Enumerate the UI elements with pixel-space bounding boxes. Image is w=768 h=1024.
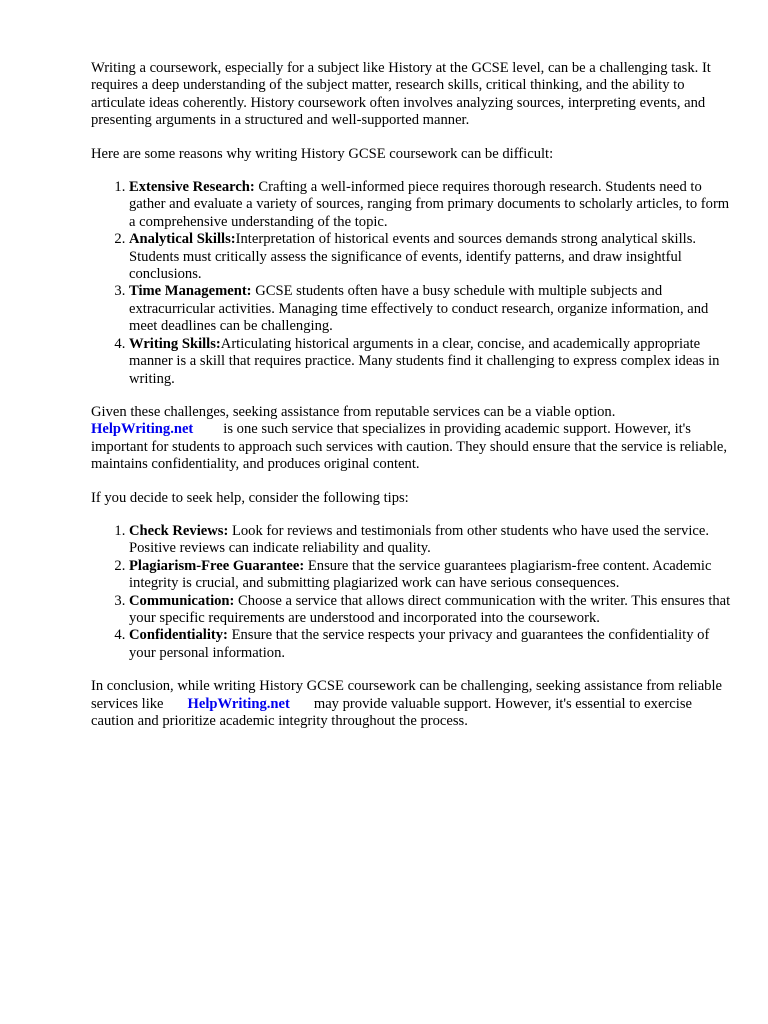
list-item-text: Choose a service that allows direct communication with the writer. This ensures that your specific requirements are understood and incorporated into the coursework. — [129, 592, 731, 626]
challenges-text-after: is one such service that specializes in providing academic support. However, it's important for students to approach such services with caution. They should ensure that the service is reliable, maintains confidentiality, and produces original content. — [91, 421, 728, 473]
conclusion-text-after: may provide valuable support. However, it's essential to exercise caution and prioritize academic integrity throughout the process. — [91, 695, 692, 729]
list-item-text: Ensure that the service respects your privacy and guarantees the confidentiality of your personal information. — [129, 627, 710, 661]
list-item — [129, 593, 731, 628]
list-item — [129, 283, 731, 335]
list-item-term: Check Reviews: — [129, 522, 229, 539]
list-item-term: Writing Skills: — [129, 335, 221, 352]
list-item-term: Extensive Research: — [129, 179, 255, 196]
document-page — [91, 60, 731, 746]
reasons-list — [91, 179, 731, 388]
list-item-text: GCSE students often have a busy schedule with multiple subjects and extracurricular activities. Managing time effectively to conduct research, organize information, and meet deadlines can be challenging. — [129, 283, 709, 335]
conclusion-paragraph — [91, 678, 731, 730]
list-item-term: Plagiarism-Free Guarantee: — [129, 557, 305, 574]
list-item — [129, 627, 731, 662]
list-item-text: Ensure that the service guarantees plagiarism-free content. Academic integrity is crucial, and submitting plagiarized work can have serious consequences. — [129, 557, 712, 592]
list-item — [129, 179, 731, 231]
list-item-text: Crafting a well-informed piece requires thorough research. Students need to gather and evaluate a variety of sources, ranging from primary documents to scholarly articles, to form a comprehensive understanding of the topic. — [129, 179, 730, 230]
helpwriting-link[interactable]: HelpWriting.net — [187, 695, 290, 712]
tips-list — [91, 523, 731, 662]
list-item-text: Articulating historical arguments in a clear, concise, and academically appropriate manner is a skill that requires practice. Many students find it challenging to express complex ideas in writing. — [129, 335, 720, 387]
list-item-term: Communication: — [129, 592, 235, 609]
list-item — [129, 558, 731, 593]
intro-paragraph: Writing a coursework, especially for a subject like History at the GCSE level, can be a challenging task. It requires a deep understanding of the subject matter, research skills, critical thinking, and the ability to articulate ideas coherently. History coursework often involves analyzing sources, interpreting events, and presenting arguments in a structured and well-supported manner. — [91, 60, 711, 129]
tips-intro: If you decide to seek help, consider the following tips: — [91, 489, 409, 506]
challenges-paragraph — [91, 404, 731, 474]
list-item-text: Look for reviews and testimonials from other students who have used the service. Positive reviews can indicate reliability and quality. — [129, 522, 709, 557]
list-item-term: Confidentiality: — [129, 627, 228, 644]
helpwriting-link[interactable]: HelpWriting.net — [91, 421, 194, 438]
list-item-term: Analytical Skills: — [129, 231, 236, 248]
list-item — [129, 336, 731, 388]
challenges-text-before: Given these challenges, seeking assistance from reputable services can be a viable option. — [91, 403, 616, 420]
list-item-term: Time Management: — [129, 283, 252, 300]
list-item — [129, 231, 731, 283]
reasons-intro: Here are some reasons why writing History GCSE coursework can be difficult: — [91, 145, 554, 162]
list-item-text: Interpretation of historical events and sources demands strong analytical skills. Students must critically assess the significance of events, identify patterns, and draw insightful conclusions. — [129, 231, 697, 283]
list-item — [129, 523, 731, 558]
conclusion-text-before: In conclusion, while writing History GCSE coursework can be challenging, seeking assistance from reliable services like — [91, 678, 723, 712]
